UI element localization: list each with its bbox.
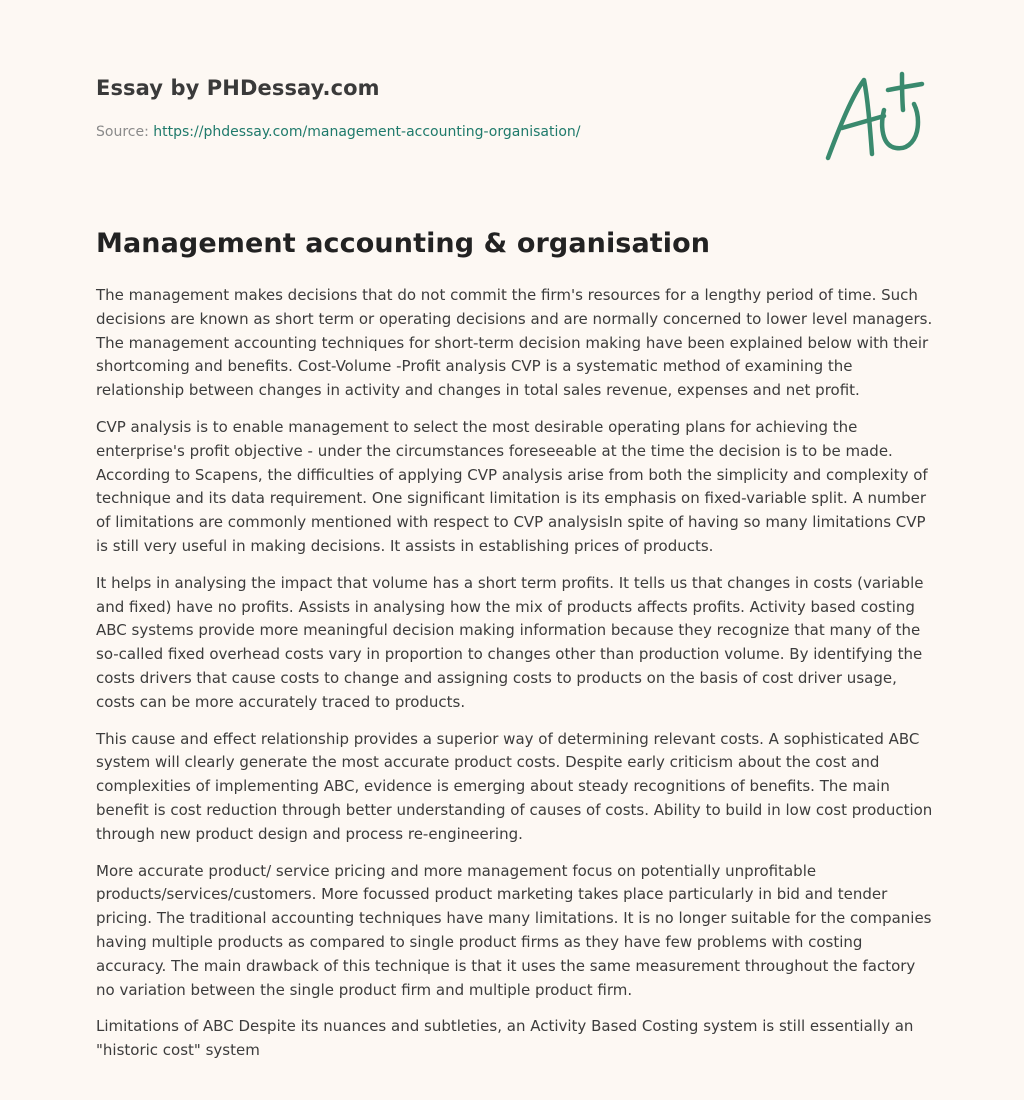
paragraph: More accurate product/ service pricing and more management focus on potentially unprofitable products/services/customers. More focussed product marketing takes place particularly in bid and tender pricing. The traditional accounting techniques have many limitations. It is no longer suitable for the companies having multiple products as compared to single product firms as they have few problems with costing accuracy. The main drawback of this technique is that it uses the same measurement throughout the factory no variation between the single product firm and multiple product firm. [96, 861, 932, 999]
source-line [96, 124, 581, 140]
paragraph: Limitations of ABC Despite its nuances and subtleties, an Activity Based Costing system is still essentially an "historic cost" system [96, 1017, 914, 1060]
paragraph: CVP analysis is to enable management to select the most desirable operating plans for achieving the enterprise's profit objective - under the circumstances foreseeable at the time the decision is to be made. According to Scapens, the difficulties of applying CVP analysis arise from both the simplicity and complexity of technique and its data requirement. One significant limitation is its emphasis on fixed-variable split. A number of limitations are commonly mentioned with respect to CVP analysisIn spite of having so many limitations CVP is still very useful in making decisions. It assists in establishing prices of products. [96, 417, 928, 555]
essay-title: Management accounting & organisation [96, 228, 711, 259]
paragraph: The management makes decisions that do not commit the firm's resources for a lengthy period of time. Such decisions are known as short term or operating decisions and are normally concerned to lower level managers. The management accounting techniques for short-term decision making have been explained below with their shortcoming and benefits. Cost-Volume -Profit analysis CVP is a systematic method of examining the relationship between changes in activity and changes in total sales revenue, expenses and net profit. [96, 286, 933, 400]
source-link[interactable]: https://phdessay.com/management-accounting-organisation/ [153, 124, 581, 140]
source-label: Source: [96, 124, 149, 140]
site-brand: Essay by PHDessay.com [96, 76, 380, 100]
paragraph: This cause and effect relationship provides a superior way of determining relevant costs. A sophisticated ABC system will clearly generate the most accurate product costs. Despite early criticism about the cost and complexities of implementing ABC, evidence is emerging about steady recognitions of benefits. The main benefit is cost reduction through better understanding of causes of costs. Ability to build in low cost production through new product design and process re-engineering. [96, 729, 933, 843]
essay-body [96, 284, 936, 1076]
paragraph: It helps in analysing the impact that volume has a short term profits. It tells us that changes in costs (variable and fixed) have no profits. Assists in analysing how the mix of products affects profits. Activity based costing ABC systems provide more meaningful decision making information because they recognize that many of the so-called fixed overhead costs vary in proportion to changes other than production volume. By identifying the costs drivers that cause costs to change and assigning costs to products on the basis of cost driver usage, costs can be more accurately traced to products. [96, 573, 924, 711]
a-plus-logo-icon [818, 66, 930, 166]
